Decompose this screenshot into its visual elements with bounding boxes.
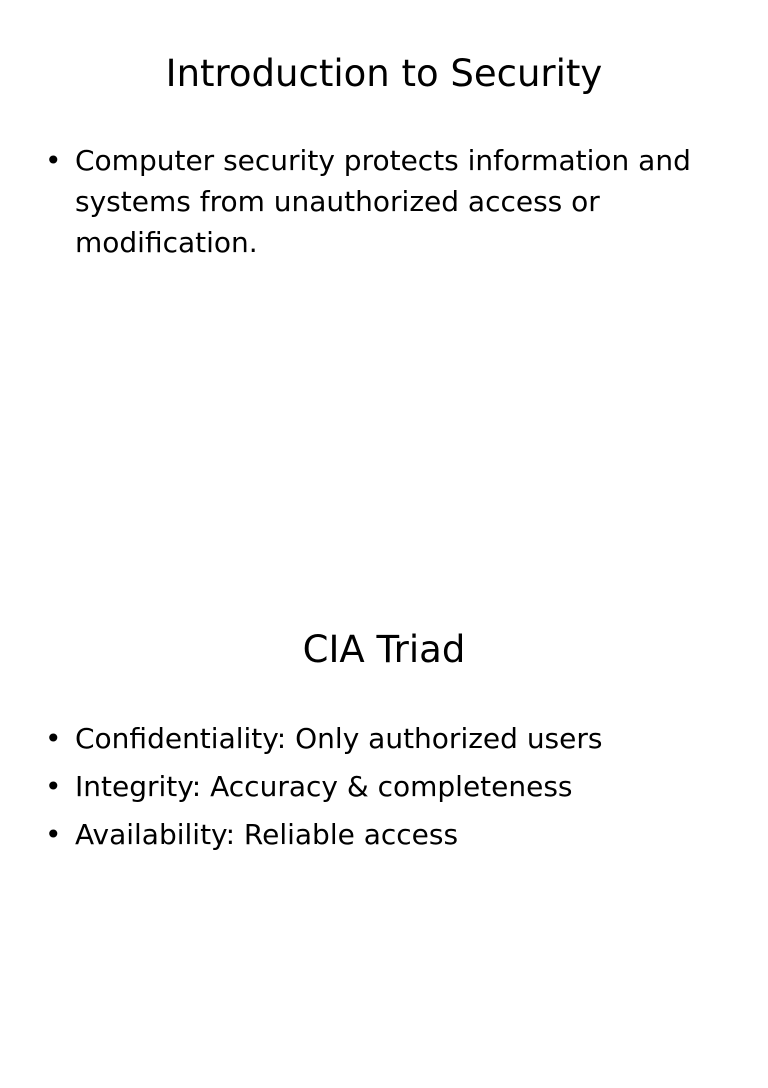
bullet-text: Integrity: Accuracy & completeness — [75, 770, 573, 803]
bullet-icon: • — [45, 722, 62, 755]
bullet-item — [45, 140, 725, 263]
bullet-icon: • — [45, 770, 62, 803]
bullet-list — [45, 715, 725, 859]
slide-title: Introduction to Security — [165, 52, 603, 95]
bullet-icon: • — [45, 144, 62, 177]
slide-introduction — [0, 0, 768, 512]
bullet-list — [45, 140, 725, 263]
slide-cia-triad — [0, 576, 768, 1088]
bullet-item — [45, 763, 725, 811]
bullet-text: Availability: Reliable access — [75, 818, 459, 851]
bullet-item — [45, 715, 725, 763]
bullet-icon: • — [45, 818, 62, 851]
bullet-text: Confidentiality: Only authorized users — [75, 722, 603, 755]
bullet-item — [45, 811, 725, 859]
slide-title: CIA Triad — [302, 628, 466, 671]
bullet-text: Computer security protects information and systems from unauthorized access or modification. — [75, 144, 691, 259]
